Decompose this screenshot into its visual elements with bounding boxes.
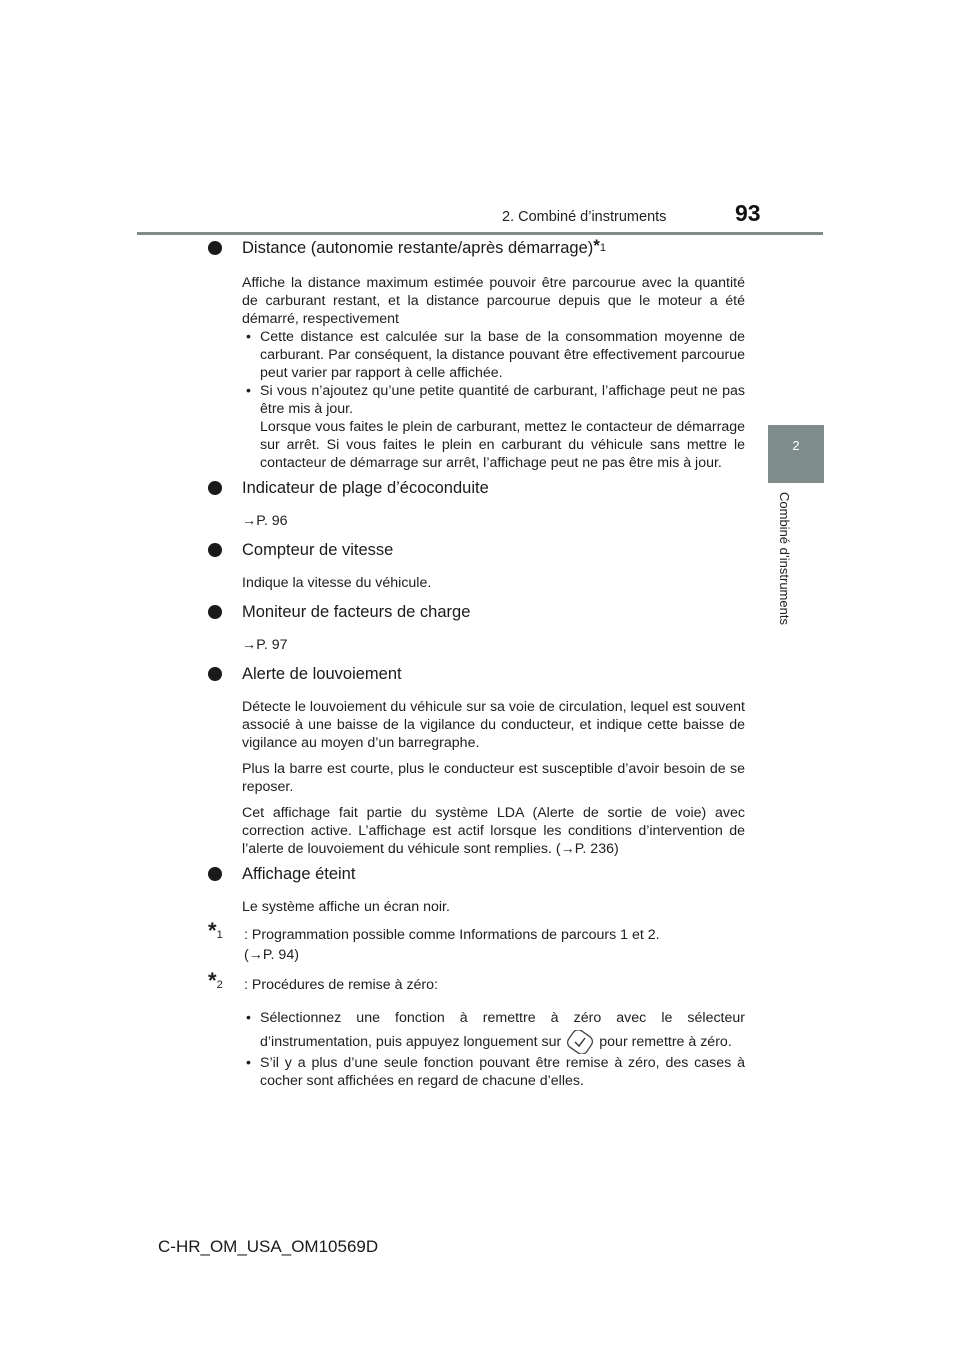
bullet-icon: [208, 667, 222, 681]
list-item: • Sélectionnez une fonction à remettre à zéro avec le sélecteur d’instrumentation, puis appuyez longuement sur pour remettre à zéro.: [242, 1006, 745, 1054]
item-heading: Affichage éteint: [208, 864, 745, 884]
bullet-icon: [208, 867, 222, 881]
list-item: • S’il y a plus d’une seule fonction pouvant être remise à zéro, des cases à cocher sont affichées en regard de chacune d’elles.: [246, 1055, 745, 1090]
header-rule: [137, 232, 823, 235]
chapter-tab-number: 2: [792, 438, 800, 453]
footnote-1: *$^1$ : Programmation possible comme Informations de parcours 1 et 2.: [208, 918, 660, 943]
bullet-icon: [208, 241, 222, 255]
bullet-icon: [208, 605, 222, 619]
item-paragraph: Cet affichage fait partie du système LDA (Alerte de sortie de voie) avec correction active. L’affichage est actif lorsque les conditions d’intervention de l’alerte de louvoiement du véhicule sont remplies. (→P. 236): [242, 805, 745, 857]
list-item-continuation: Lorsque vous faites le plein de carburant, mettez le contacteur de démarrage sur arrêt. Si vous faites le plein en carburant du véhicule sans mettre le contacteur de démarrage sur arrêt, l’affichage peut ne pas être mis à jour.: [260, 419, 745, 471]
bullet-icon: [208, 481, 222, 495]
page-reference: →P. 97: [242, 637, 288, 653]
page-number: 93: [735, 200, 761, 226]
item-paragraph: Indique la vitesse du véhicule.: [242, 575, 432, 591]
item-paragraph: Le système affiche un écran noir.: [242, 899, 450, 915]
footnote-1-ref: (→P. 94): [244, 947, 299, 963]
list-item: • Si vous n’ajoutez qu’une petite quantité de carburant, l’affichage peut ne pas être mis à jour.: [246, 383, 745, 417]
document-code: C-HR_OM_USA_OM10569D: [158, 1237, 379, 1256]
bullet-icon: [208, 543, 222, 557]
footnote-2: *$^2$ : Procédures de remise à zéro:: [208, 968, 438, 993]
item-paragraph: Détecte le louvoiement du véhicule sur sa voie de circulation, lequel est souvent associé à une baisse de la vigilance du conducteur, et indique cette baisse de vigilance au moyen d’un barregraphe.: [242, 699, 745, 751]
page-reference: →P. 96: [242, 513, 288, 529]
footnote-ref: *1: [593, 236, 607, 255]
item-heading: Compteur de vitesse: [208, 540, 745, 560]
item-heading: Indicateur de plage d’écoconduite: [208, 478, 745, 498]
item-heading: Alerte de louvoiement: [208, 664, 745, 684]
check-button-icon: [567, 1030, 593, 1054]
chapter-tab: [768, 425, 824, 483]
item-heading: Moniteur de facteurs de charge: [208, 602, 745, 622]
item-paragraph: Affiche la distance maximum estimée pouvoir être parcourue avec la quantité de carburant restant, et la distance parcourue depuis que le moteur a été démarré, respectivement: [242, 275, 745, 327]
chapter-tab-label: Combiné d’instruments: [777, 492, 792, 625]
main-content: [208, 236, 745, 1090]
item-heading: Distance (autonomie restante/après démarrage)$^{*1}$: [208, 238, 745, 260]
item-paragraph: Plus la barre est courte, plus le conducteur est susceptible d’avoir besoin de se reposer.: [242, 761, 745, 795]
list-item: • Cette distance est calculée sur la base de la consommation moyenne de carburant. Par conséquent, la distance pouvant être effectivement parcourue peut varier par rapport à celle affichée.: [246, 329, 745, 381]
section-title: 2. Combiné d’instruments: [502, 209, 667, 225]
